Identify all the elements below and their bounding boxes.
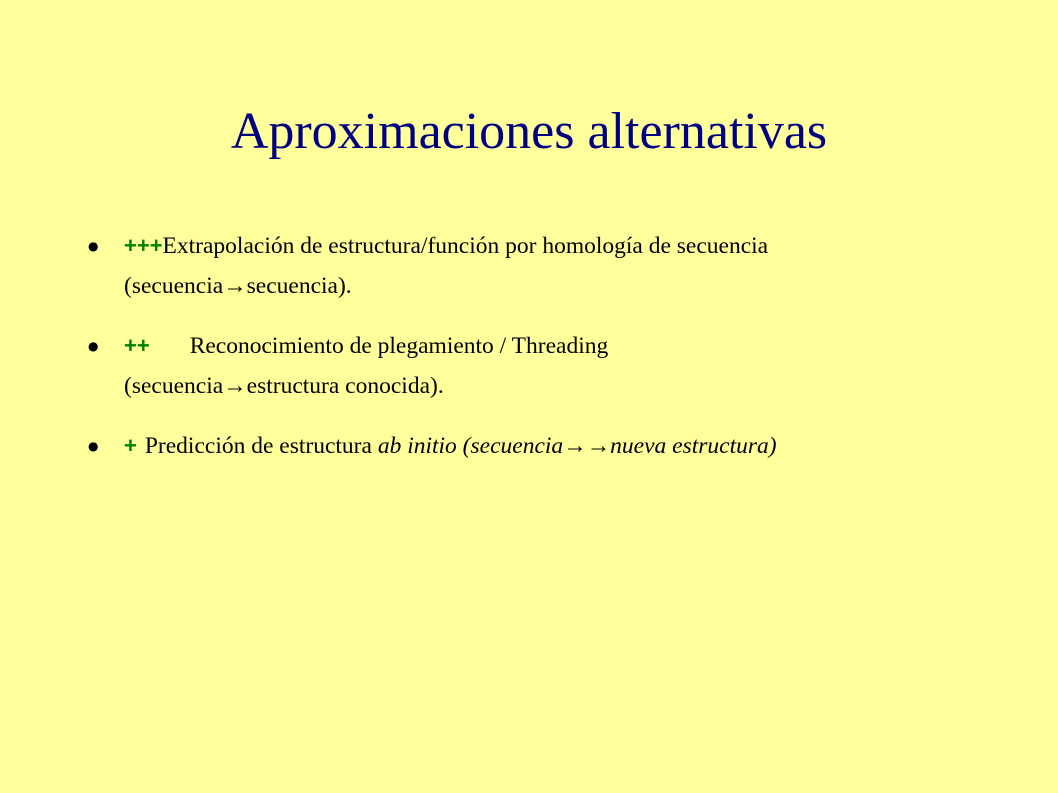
bullet-text: Extrapolación de estructura/función por homología de secuencia — [162, 233, 769, 259]
bullet-dot-icon: ● — [88, 239, 99, 253]
bullet-dot-icon: ● — [88, 439, 99, 453]
bullet-text: Reconocimiento de plegamiento / Threading — [189, 333, 609, 359]
rating-marker: ++ — [124, 333, 150, 358]
bullet-item-threading — [82, 326, 1042, 406]
bullet-item-homology — [82, 226, 1042, 306]
bullet-text: Predicción de estructura — [144, 433, 378, 459]
bullet-line-1 — [124, 226, 1042, 266]
bullet-line-1 — [124, 326, 1042, 366]
bullet-line-2: (secuencia→secuencia). — [124, 273, 352, 299]
rating-marker: +++ — [124, 233, 163, 258]
bullet-list — [82, 226, 1042, 486]
slide-title: Aproximaciones alternativas — [230, 103, 828, 160]
bullet-item-ab-initio — [82, 426, 1042, 466]
rating-marker: + — [124, 433, 137, 458]
bullet-line-2: (secuencia→estructura conocida). — [124, 373, 444, 399]
bullet-line-1 — [124, 426, 1042, 466]
bullet-dot-icon: ● — [88, 339, 99, 353]
bullet-text-italic: ab initio (secuencia→→nueva estructura) — [377, 433, 777, 459]
